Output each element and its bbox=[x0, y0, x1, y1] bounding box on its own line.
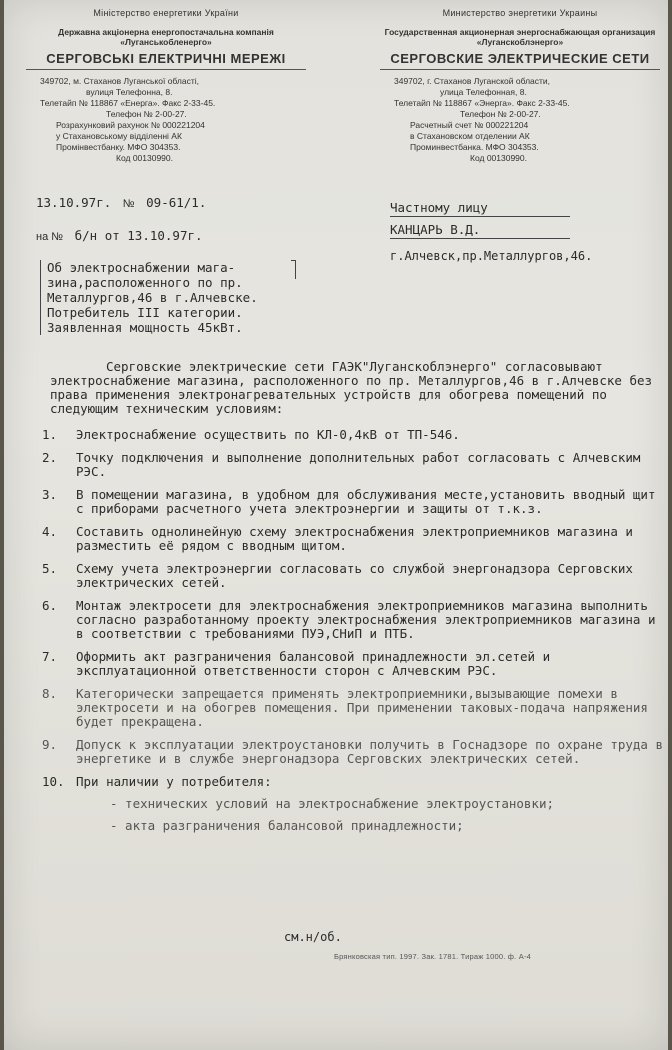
item-text: В помещении магазина, в удобном для обслуживания месте,установить вводный щит с приборами расчетного учета электроэнергии и защиты от т.к.з. bbox=[76, 487, 656, 516]
item-text: Допуск к эксплуатации электроустановки получить в Госнадзоре по охране труда в энергетике и в службе энергонадзора Серговских электрических сетей. bbox=[76, 737, 663, 766]
addressee-address: г.Алчевск,пр.Металлургов,46. bbox=[390, 249, 593, 263]
underline bbox=[390, 238, 570, 239]
organization-name: СЕРГОВСЬКІ ЕЛЕКТРИЧНІ МЕРЕЖІ bbox=[46, 51, 286, 66]
account-line: у Стахановському відділенні АК bbox=[56, 131, 182, 141]
account-line: Розрахунковий рахунок № 000221204 bbox=[56, 120, 205, 130]
addressee-block bbox=[390, 200, 668, 263]
list-item bbox=[42, 487, 666, 516]
item-text: Схему учета электроэнергии согласовать со службой энергонадзора Серговских электрических сетей. bbox=[76, 561, 633, 590]
divider bbox=[26, 69, 306, 70]
code-line: Код 00130990. bbox=[470, 153, 527, 163]
outgoing-date: 13.10.97г. bbox=[36, 195, 112, 210]
account-line: в Стахановском отделении АК bbox=[410, 131, 530, 141]
address-line: 349702, м. Стаханов Луганської області, bbox=[40, 76, 199, 86]
list-item bbox=[42, 561, 666, 590]
printer-footer: Брянковская тип. 1997. Зак. 1781. Тираж 1000. ф. А-4 bbox=[334, 952, 532, 961]
organization-name: СЕРГОВСКИЕ ЭЛЕКТРИЧЕСКИЕ СЕТИ bbox=[390, 51, 650, 66]
sub-list-item: - технических условий на электроснабжение электроустановки; bbox=[110, 796, 555, 811]
list-item bbox=[42, 774, 666, 833]
address-line: 349702, г. Стаханов Луганской области, bbox=[394, 76, 551, 86]
subject-line: Заявленная мощность 45кВт. bbox=[47, 320, 243, 335]
item-number: 3. bbox=[42, 487, 58, 502]
addressee-title: Частному лицу bbox=[390, 200, 488, 215]
subject-line: Потребитель III категории. bbox=[47, 305, 243, 320]
underline bbox=[390, 216, 570, 217]
item-number: 9. bbox=[42, 737, 58, 752]
teletype-line: Телетайп № 118867 «Энерга». Факс 2-33-45. bbox=[394, 98, 570, 108]
addressee-name: КАНЦАРЬ В.Д. bbox=[390, 222, 481, 237]
code-line: Код 00130990. bbox=[116, 153, 173, 163]
document-sheet bbox=[4, 0, 668, 1050]
item-number: 10. bbox=[42, 774, 65, 789]
item-text: При наличии у потребителя: bbox=[76, 774, 272, 789]
item-text: Категорически запрещается применять электроприемники,вызывающие помехи в электросети и на обогрев помещения. При применении таковых-подача напряжения будет прекращена. bbox=[76, 686, 648, 729]
item-number: 8. bbox=[42, 686, 58, 701]
list-item bbox=[42, 686, 666, 729]
list-item bbox=[42, 450, 666, 479]
phone-line: Телефон № 2-00-27. bbox=[106, 109, 187, 119]
letter-body bbox=[42, 359, 666, 842]
phone-line: Телефон № 2-00-27. bbox=[460, 109, 541, 119]
reference-label: на № bbox=[36, 231, 64, 243]
subject-bracket bbox=[291, 260, 296, 279]
subject-line: Металлургов,46 в г.Алчевске. bbox=[47, 290, 258, 305]
conditions-list bbox=[42, 427, 666, 833]
list-item bbox=[42, 427, 666, 442]
outgoing-registration bbox=[36, 195, 206, 210]
ministry-name: Міністерство енергетики України bbox=[93, 8, 239, 18]
ministry-name: Министерство энергетики Украины bbox=[442, 8, 598, 18]
item-number: 6. bbox=[42, 598, 58, 613]
sub-list bbox=[76, 797, 666, 833]
item-number: 5. bbox=[42, 561, 58, 576]
item-number: 1. bbox=[42, 427, 58, 442]
intro-paragraph: Серговские электрические сети ГАЭК"Луганскоблэнерго" согласовывают электроснабжение магазина, расположенного по пр. Металлургов,46 в г.Алчевске без права применения электронагревательных устройств для обогрева помещений по следующим техническим условиям: bbox=[50, 359, 653, 416]
item-number: 2. bbox=[42, 450, 58, 465]
teletype-line: Телетайп № 118867 «Енерга». Факс 2-33-45. bbox=[40, 98, 216, 108]
account-line: Расчетный счет № 000221204 bbox=[410, 120, 529, 130]
address-line: вулиця Телефонна, 8. bbox=[86, 87, 173, 97]
address-line: улица Телефонная, 8. bbox=[440, 87, 527, 97]
item-number: 7. bbox=[42, 649, 58, 664]
letterhead-ukrainian bbox=[16, 8, 316, 164]
sub-list-item: - акта разграничения балансовой принадлежности; bbox=[110, 818, 464, 833]
item-text: Точку подключения и выполнение дополнительных работ согласовать с Алчевским РЭС. bbox=[76, 450, 641, 479]
subject-line: зина,расположенного по пр. bbox=[47, 275, 243, 290]
item-text: Электроснабжение осуществить по КЛ-0,4кВ от ТП-546. bbox=[76, 427, 460, 442]
reference-registration bbox=[36, 228, 203, 243]
organization-type: Государственная акционерная энергоснабжающая организация «Луганскоблэнерго» bbox=[384, 27, 656, 47]
organization-type: Державна акціонерна енергопостачальна компанія «Луганськобленерго» bbox=[58, 27, 274, 47]
item-text: Монтаж электросети для электроснабжения электроприемников магазина выполнить согласно разработанному проекту электроснабжения электроприемников магазина и в соответствии с требованиями ПУЭ,СНиП и ПТБ. bbox=[76, 598, 656, 641]
list-item bbox=[42, 598, 666, 641]
number-label: № bbox=[122, 198, 135, 210]
subject-block bbox=[40, 260, 305, 335]
letterhead-russian bbox=[370, 8, 668, 164]
list-item bbox=[42, 649, 666, 678]
list-item bbox=[42, 737, 666, 766]
item-number: 4. bbox=[42, 524, 58, 539]
divider bbox=[380, 69, 660, 70]
account-line: Промінвестбанку. МФО 304353. bbox=[56, 142, 181, 152]
subject-line: Об электроснабжении мага- bbox=[47, 260, 236, 275]
outgoing-number: 09-61/1. bbox=[146, 195, 207, 210]
continued-note: см.н/об. bbox=[284, 930, 342, 944]
list-item bbox=[42, 524, 666, 553]
item-text: Составить однолинейную схему электроснабжения электроприемников магазина и разместить её рядом с вводным щитом. bbox=[76, 524, 633, 553]
reference-number: б/н от 13.10.97г. bbox=[74, 228, 203, 243]
item-text: Оформить акт разграничения балансовой принадлежности эл.сетей и эксплуатационной ответственности сторон с Алчевским РЭС. bbox=[76, 649, 551, 678]
account-line: Проминвестбанка. МФО 304353. bbox=[410, 142, 539, 152]
